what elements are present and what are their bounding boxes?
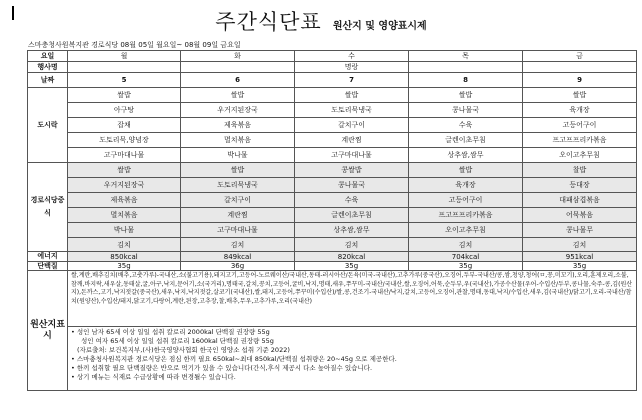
nutrition-note: • 스마충청사원복지관 경로식당은 점심 한끼 필요 650kal~최대 850kal/단백질 섭취량은 20~45g 으로 제공한다. bbox=[71, 355, 397, 364]
menu-cell: 갈치구이 bbox=[295, 118, 409, 133]
menu-cell: 쌀밥 bbox=[181, 88, 295, 103]
origin-label: 원산지표시 bbox=[28, 271, 68, 391]
day-cell: 금 bbox=[523, 51, 637, 62]
origin-text: 쌀,계란,배추김치(배추,고춧가루)-국내산,소(불고기용),돼지고기,고등어-노르웨이산/국내산,동태-러시아산/돈육(미국-국내산),고추가루(중국산),오징어,두부-국내산/콩,쌈,청양,청어(ㅁ,꽁,미꼬기),오리,훈제오리,소불,참깨,바지락,새우살,동태살,굴,아구,낙지,문어기,소(국거리),명태국,갈치,꽁치,고등어,굴비,낙지,명태,새우,쭈꾸미-국내산/국내산,쌀,오징어,어묵,순두부,우(국내산),가공수산물(우어-수입산/두부,콩나물,숙주-콩,김(원산지),돈까스,고기,낙지젓갈(중국산),새우,낙지,낙지젓갈,살코기(국내산),쌀,돼지,고등어,쭈꾸미(수입산)/쌀,콩,건조기-국내산/낙지,갈치,고등어,오징어,관찰,명태,동대,낙지/수입산,새우,김(국내산)/닭고기,오리-국내산/참치(원양산),수입산/돼지,닭고기,다랑어,계란,된장,고추장,찰,배추,무우,고추가루,오리(국내산) bbox=[68, 271, 637, 327]
menu-cell: 박나물 bbox=[68, 223, 181, 238]
dining-row bbox=[28, 208, 637, 223]
menu-cell: 글렌이초무침 bbox=[409, 133, 523, 148]
menu-cell: 오이고추무침 bbox=[409, 223, 523, 238]
date-cell: 7 bbox=[295, 73, 409, 88]
menu-cell: 상추쌈,쌈무 bbox=[295, 223, 409, 238]
menu-cell: 잡채 bbox=[68, 118, 181, 133]
menu-cell: 프고프프리카볶음 bbox=[409, 208, 523, 223]
date-label: 날짜 bbox=[28, 73, 68, 88]
protein-cell: 35g bbox=[409, 262, 523, 271]
header bbox=[0, 6, 642, 36]
menu-cell: 멸치볶음 bbox=[68, 208, 181, 223]
date-cell: 8 bbox=[409, 73, 523, 88]
protein-cell: 35g bbox=[295, 262, 409, 271]
energy-label: 에너지 bbox=[28, 252, 68, 262]
menu-cell: 아구탕 bbox=[68, 103, 181, 118]
nutrition-note: • 한끼 섭취할 필요 단백질량은 반으로 먹기가 있을 수 있습니다(간식,후식 제공시 다소 높아질수 있습니다. bbox=[71, 364, 373, 373]
menu-cell: 쌀밥 bbox=[409, 88, 523, 103]
menu-cell: 찰밥 bbox=[523, 163, 637, 178]
menu-cell: 수육 bbox=[295, 193, 409, 208]
date-cell: 6 bbox=[181, 73, 295, 88]
day-row bbox=[28, 51, 637, 62]
weekly-menu-table bbox=[27, 50, 637, 391]
menu-cell: 계란찜 bbox=[295, 133, 409, 148]
page-title: 주간식단표 bbox=[215, 10, 322, 34]
dining-label: 경로식당중식 bbox=[28, 163, 68, 252]
menu-cell: 김치 bbox=[409, 238, 523, 252]
menu-cell: 김치 bbox=[523, 238, 637, 252]
protein-label: 단백질 bbox=[28, 262, 68, 271]
menu-cell: 육개장 bbox=[523, 103, 637, 118]
menu-cell: 고구마대나물 bbox=[68, 148, 181, 163]
date-row bbox=[28, 73, 637, 88]
page-subtitle: 원산지 및 영양표시제 bbox=[332, 21, 427, 32]
menu-cell: 오이고추무침 bbox=[523, 148, 637, 163]
menu-cell: 우거지된장국 bbox=[181, 103, 295, 118]
lunch-row bbox=[28, 118, 637, 133]
dining-row bbox=[28, 193, 637, 208]
protein-cell: 36g bbox=[181, 262, 295, 271]
lunch-row bbox=[28, 133, 637, 148]
menu-cell: 갈치구이 bbox=[181, 193, 295, 208]
day-label: 요일 bbox=[28, 51, 68, 62]
protein-row bbox=[28, 262, 637, 271]
menu-cell: 수육 bbox=[409, 118, 523, 133]
origin-row bbox=[28, 271, 637, 327]
menu-cell: 김치 bbox=[295, 238, 409, 252]
lunch-label: 도시락 bbox=[28, 88, 68, 163]
menu-cell: 쌀밥 bbox=[181, 163, 295, 178]
lunch-row bbox=[28, 103, 637, 118]
lunch-row bbox=[28, 88, 637, 103]
nutrition-note: 성인 여자 65세 이상 일일 섭취 칼로리 1600kal 단백질 권장량 55g bbox=[81, 337, 274, 346]
menu-cell: 콩나물국 bbox=[409, 103, 523, 118]
menu-cell: 우거지된장국 bbox=[68, 178, 181, 193]
event-cell bbox=[181, 62, 295, 73]
menu-cell: 프고프프리카볶음 bbox=[523, 133, 637, 148]
menu-cell: 쌀밥 bbox=[409, 163, 523, 178]
day-cell: 수 bbox=[295, 51, 409, 62]
energy-cell: 849kcal bbox=[181, 252, 295, 262]
day-cell: 목 bbox=[409, 51, 523, 62]
menu-cell: 쌀밥 bbox=[523, 88, 637, 103]
menu-cell: 콩쌀밥 bbox=[295, 163, 409, 178]
menu-cell: 제육볶음 bbox=[181, 118, 295, 133]
energy-cell: 850kcal bbox=[68, 252, 181, 262]
menu-cell: 상추쌈,쌈무 bbox=[409, 148, 523, 163]
menu-cell: 멸치볶음 bbox=[181, 133, 295, 148]
energy-cell: 704kcal bbox=[409, 252, 523, 262]
menu-cell: 도토리묵냉국 bbox=[295, 103, 409, 118]
nutrition-row bbox=[28, 327, 637, 391]
menu-cell: 콩나물무 bbox=[523, 223, 637, 238]
menu-cell: 도토리묵,양념장 bbox=[68, 133, 181, 148]
dining-row bbox=[28, 178, 637, 193]
menu-cell: 콩나물국 bbox=[295, 178, 409, 193]
nutrition-note: (자료출처: 보건복지부,(사)한국영양사협회 한국인 영양소 섭취 기준 2022) bbox=[77, 346, 290, 355]
nutrition-note: • 상기 메뉴는 식재료 수급상황에 따라 변경될수 있습니다. bbox=[71, 373, 236, 382]
menu-cell: 고구마대나물 bbox=[181, 223, 295, 238]
menu-cell: 쌀밥 bbox=[68, 88, 181, 103]
lunch-row bbox=[28, 148, 637, 163]
menu-cell: 등대장 bbox=[523, 178, 637, 193]
event-cell bbox=[523, 62, 637, 73]
menu-cell: 계란찜 bbox=[181, 208, 295, 223]
menu-cell: 도토리묵냉국 bbox=[181, 178, 295, 193]
date-cell: 5 bbox=[68, 73, 181, 88]
event-row bbox=[28, 62, 637, 73]
day-cell: 월 bbox=[68, 51, 181, 62]
dining-row bbox=[28, 223, 637, 238]
energy-row bbox=[28, 252, 637, 262]
menu-cell: 쌀밥 bbox=[68, 163, 181, 178]
protein-cell: 35g bbox=[523, 262, 637, 271]
menu-cell: 대패삼겹볶음 bbox=[523, 193, 637, 208]
menu-cell: 제육볶음 bbox=[68, 193, 181, 208]
menu-cell: 고등어구이 bbox=[523, 118, 637, 133]
menu-cell: 글렌이초무침 bbox=[295, 208, 409, 223]
menu-cell: 어묵볶음 bbox=[523, 208, 637, 223]
menu-cell: 고등어구이 bbox=[409, 193, 523, 208]
energy-cell: 951kcal bbox=[523, 252, 637, 262]
event-cell bbox=[409, 62, 523, 73]
protein-cell: 35g bbox=[68, 262, 181, 271]
menu-cell: 고구마대나물 bbox=[295, 148, 409, 163]
event-label: 행사명 bbox=[28, 62, 68, 73]
event-cell bbox=[68, 62, 181, 73]
menu-cell: 육개장 bbox=[409, 178, 523, 193]
dining-row bbox=[28, 163, 637, 178]
event-cell: 명랑 bbox=[295, 62, 409, 73]
date-cell: 9 bbox=[523, 73, 637, 88]
day-cell: 화 bbox=[181, 51, 295, 62]
energy-cell: 820kcal bbox=[295, 252, 409, 262]
nutrition-notes bbox=[68, 327, 637, 391]
menu-cell: 박나물 bbox=[181, 148, 295, 163]
kimchi-row bbox=[28, 238, 637, 252]
menu-cell: 김치 bbox=[68, 238, 181, 252]
org-date-line: 스마충청사원복지관 경로식당 08월 05일 월요일~ 08월 09일 금요일 bbox=[28, 41, 241, 49]
nutrition-note: • 성인 남자 65세 이상 일일 섭취 칼로리 2000kal 단백질 권장량 55g bbox=[71, 328, 270, 336]
menu-cell: 김치 bbox=[181, 238, 295, 252]
menu-cell: 쌀밥 bbox=[295, 88, 409, 103]
